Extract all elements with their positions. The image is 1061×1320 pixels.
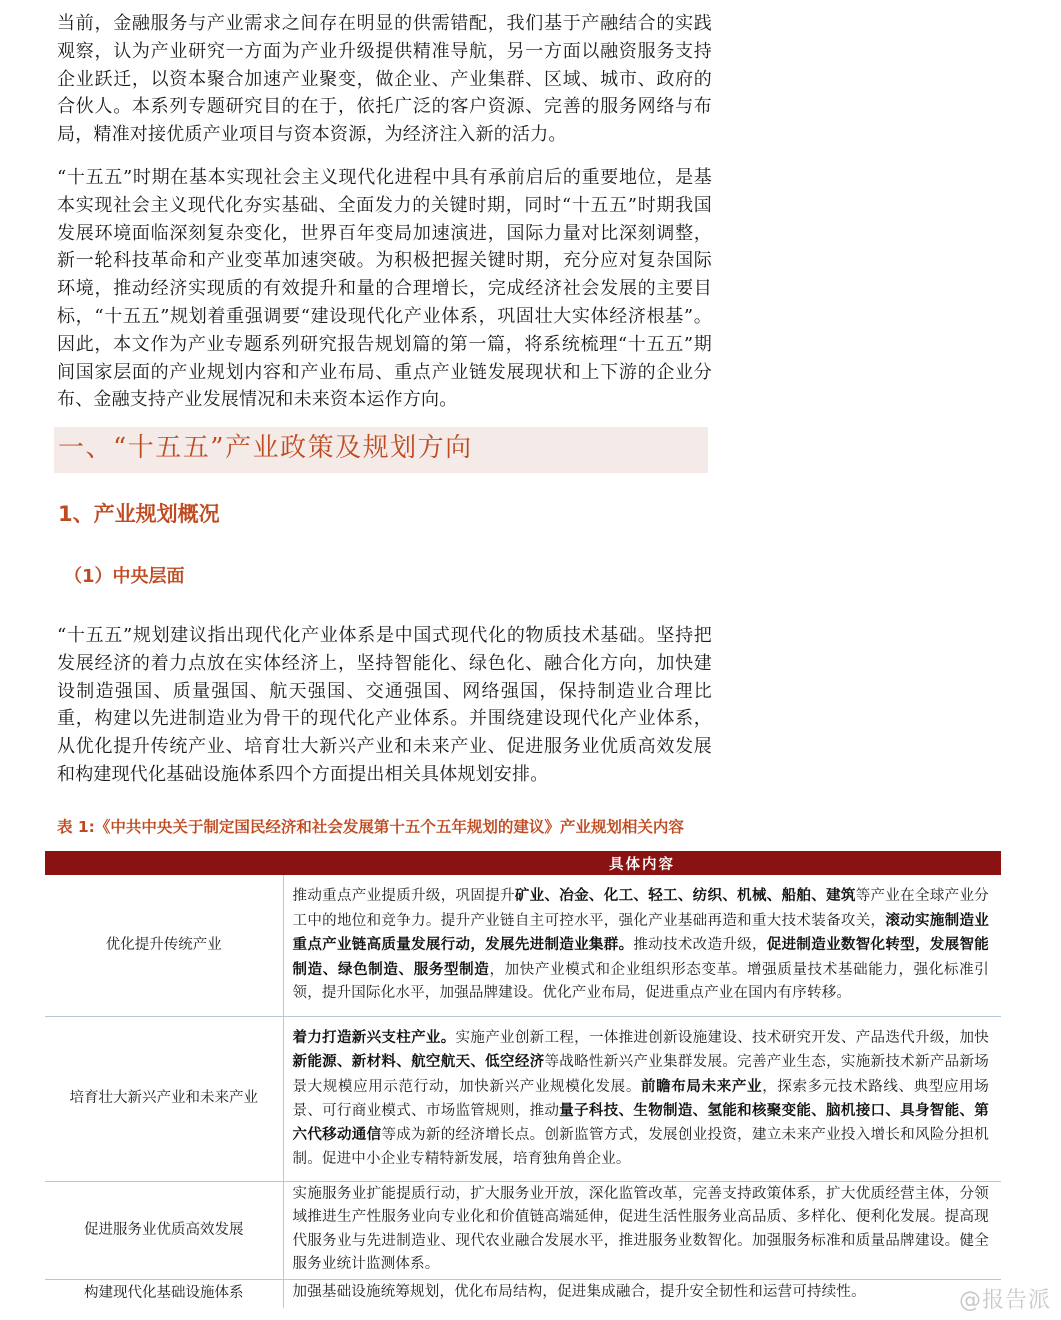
row-category: 构建现代化基础设施体系 bbox=[45, 1279, 283, 1308]
row-content bbox=[283, 1017, 1001, 1182]
plan-table bbox=[45, 851, 1001, 1308]
emphasized-text: 滚动实施制造业重点产业链高质量发展行动，发展先进制造业集群。 bbox=[292, 911, 990, 954]
content-text: 实施产业创新工程，一体推进创新设施建设、技术研究开发、产品迭代升级，加快 bbox=[455, 1029, 989, 1046]
content-text: 等产业在全球产业分工中的地位和竞争力。提升产业链自主可控水平，强化产业基础再造和重大技术装备攻关， bbox=[292, 888, 989, 929]
watermark: @报告派 bbox=[958, 1288, 1051, 1313]
row-category: 优化提升传统产业 bbox=[45, 875, 283, 1017]
row-content bbox=[283, 1279, 1001, 1308]
content-text: ，探索多元技术路线、典型应用场景、可行商业模式、市场监管规则，推动 bbox=[292, 1078, 989, 1119]
row-content bbox=[283, 1182, 1001, 1280]
context-paragraph: “十五五”时期在基本实现社会主义现代化进程中具有承前启后的重要地位，是基本实现社会主义现代化夯实基础、全面发力的关键时期，同时“十五五”时期我国发展环境面临深刻复杂变化，世界百年变局加速演进，国际力量对比深刻调整，新一轮科技革命和产业变革加速突破。为积极把握关键时期，充分应对复杂国际环境，推动经济实现质的有效提升和量的合理增长，完成经济社会发展的主要目标，“十五五”规划着重强调要“建设现代化产业体系，巩固壮大实体经济根基”。因此，本文作为产业专题系列研究报告规划篇的第一篇，将系统梳理“十五五”期间国家层面的产业规划内容和产业布局、重点产业链发展现状和上下游的企业分布、金融支持产业发展情况和未来资本运作方向。 bbox=[57, 167, 712, 411]
emphasized-text: 着力打造新兴支柱产业。 bbox=[292, 1028, 456, 1046]
table-row bbox=[45, 1182, 1001, 1280]
intro-paragraph: 当前，金融服务与产业需求之间存在明显的供需错配，我们基于产融结合的实践观察，认为产业研究一方面为产业升级提供精准导航，另一方面以融资服务支持企业跃迁，以资本聚合加速产业聚变，做企业、产业集群、区域、城市、政府的合伙人。本系列专题研究目的在于，依托广泛的客户资源、完善的服务网络与布局，精准对接优质产业项目与资本资源，为经济注入新的活力。 bbox=[57, 13, 712, 146]
content-text: 等成为新的经济增长点。创新监管方式，发展创业投资，建立未来产业投入增长和风险分担机制。促进中小企业专精特新发展，培育独角兽企业。 bbox=[292, 1127, 989, 1167]
emphasized-text: 促进制造业数智化转型，发展智能制造、绿色制造、服务型制造 bbox=[292, 936, 989, 978]
content-text: 推动重点产业提质升级，巩固提升 bbox=[292, 888, 515, 905]
central-level-paragraph: “十五五”规划建议指出现代化产业体系是中国式现代化的物质技术基础。坚持把发展经济的着力点放在实体经济上，坚持智能化、绿色化、融合化方向，加快建设制造强国、质量强国、航天强国、交通强国、网络强国，保持制造业合理比重，构建以先进制造业为骨干的现代化产业体系。并围绕建设现代化产业体系，从优化提升传统产业、培育壮大新兴产业和未来产业、促进服务业优质高效发展和构建现代化基础设施体系四个方面提出相关具体规划安排。 bbox=[57, 625, 712, 785]
emphasized-text: 矿业、冶金、化工、轻工、纺织、机械、船舶、建筑 bbox=[514, 887, 856, 905]
header-content: 具体内容 bbox=[283, 851, 1001, 875]
row-content bbox=[283, 875, 1001, 1017]
content-text: 推动技术改造升级， bbox=[633, 937, 767, 954]
table-row bbox=[45, 1017, 1001, 1182]
table-row bbox=[45, 1279, 1001, 1308]
content-text: 实施服务业扩能提质行动，扩大服务业开放，深化监管改革，完善支持政策体系，扩大优质经营主体，分领域推进生产性服务业向专业化和价值链高端延伸，促进生活性服务业高品质、多样化、便利化发展。提高现代服务业与先进制造业、现代农业融合发展水平，推进服务业数智化。加强服务标准和质量品牌建设。健全服务业统计监测体系。 bbox=[292, 1186, 989, 1273]
table-row bbox=[45, 875, 1001, 1017]
row-category: 促进服务业优质高效发展 bbox=[45, 1182, 283, 1280]
row-category: 培育壮大新兴产业和未来产业 bbox=[45, 1017, 283, 1182]
content-text: ，加快产业模式和企业组织形态变革。增强质量技术基础能力，强化标准引领，提升国际化水平，加强品牌建设。优化产业布局，促进重点产业在国内有序转移。 bbox=[292, 961, 989, 1002]
emphasized-text: 新能源、新材料、航空航天、低空经济 bbox=[292, 1053, 545, 1071]
content-text: 等战略性新兴产业集群发展。完善产业生态，实施新技术新产品新场景大规模应用示范行动，加快新兴产业规模化发展。 bbox=[292, 1054, 989, 1095]
section-heading: 一、“十五五”产业政策及规划方向 bbox=[58, 433, 473, 463]
emphasized-text: 量子科技、生物制造、氢能和核聚变能、脑机接口、具身智能、第六代移动通信 bbox=[292, 1102, 989, 1144]
subsubsection-heading: （1）中央层面 bbox=[64, 566, 185, 587]
table-header-row bbox=[45, 851, 1001, 875]
subsection-heading: 1、产业规划概况 bbox=[58, 502, 220, 526]
header-category bbox=[45, 851, 283, 875]
table-caption: 表 1:《中共中央关于制定国民经济和社会发展第十五个五年规划的建议》产业规划相关内容 bbox=[57, 818, 684, 836]
emphasized-text: 前瞻布局未来产业 bbox=[640, 1077, 763, 1095]
content-text: 加强基础设施统筹规划，优化布局结构，促进集成融合，提升安全韧性和运营可持续性。 bbox=[292, 1284, 866, 1301]
